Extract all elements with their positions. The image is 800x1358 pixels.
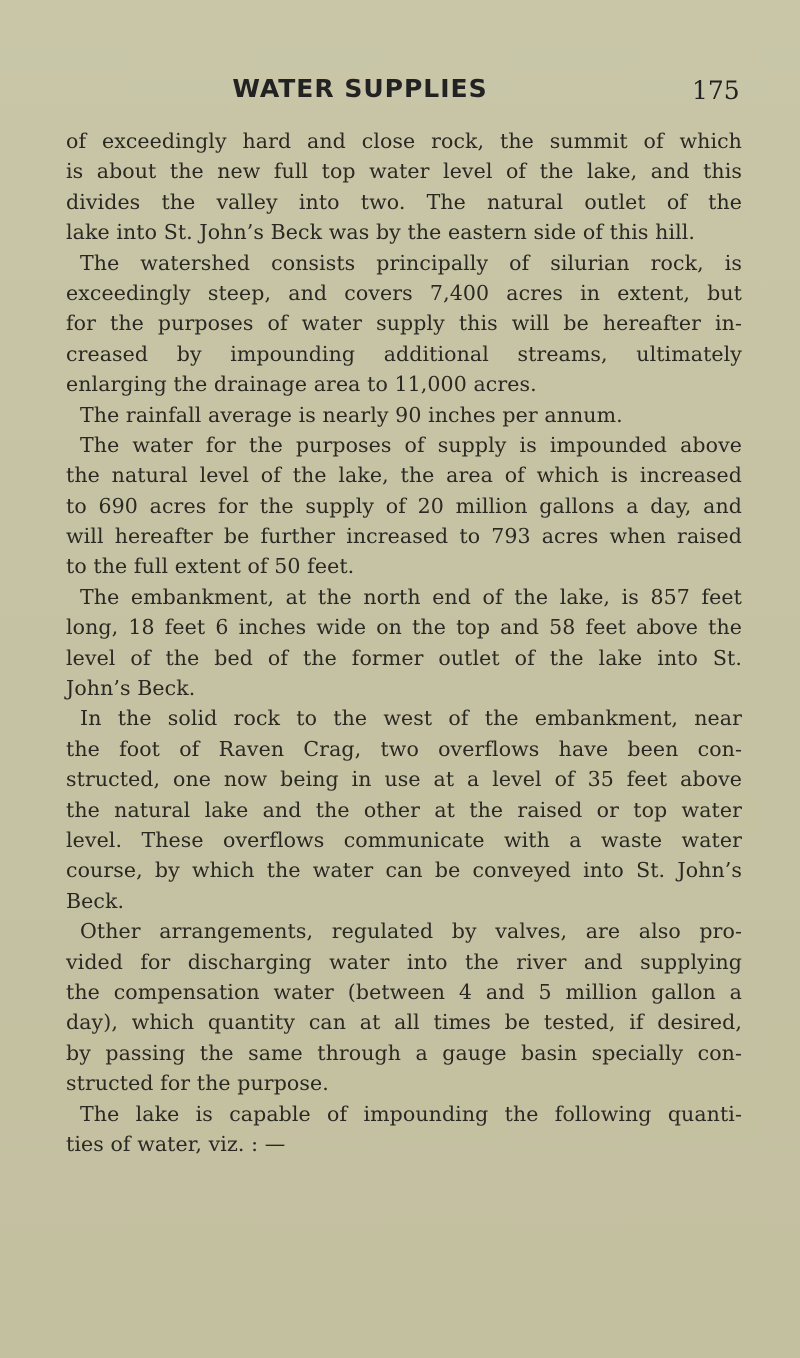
text-line: lake into St. John’s Beck was by the eastern side of this hill. [66,220,696,245]
text-line: level. These overflows communicate with a waste water [66,827,742,852]
text-line: In the solid rock to the west of the embankment, near [80,706,742,731]
text-line: day), which quantity can at all times be tested, if desired, [66,1010,742,1035]
text-line: The water for the purposes of supply is impounded above [80,432,742,457]
text-line: divides the valley into two. The natural outlet of the [66,189,742,214]
text-line: the compensation water (between 4 and 5 million gallon a [66,979,742,1004]
text-line: structed, one now being in use at a level of 35 feet above [66,767,742,792]
body-text [66,126,742,1159]
text-line: structed for the purpose. [66,1071,329,1096]
text-line: for the purposes of water supply this will be hereafter in- [66,311,742,336]
text-line: of exceedingly hard and close rock, the summit of which [66,129,742,153]
text-line: the natural lake and the other at the raised or top water [66,797,742,822]
text-line: the natural level of the lake, the area of which is increased [66,463,742,488]
text-line: the foot of Raven Crag, two overflows have been con- [66,736,742,761]
text-line: to 690 acres for the supply of 20 million gallons a day, and [66,493,742,518]
text-line: by passing the same through a gauge basin specially con- [66,1040,742,1065]
running-title: WATER SUPPLIES [232,74,488,103]
text-line: to the full extent of 50 feet. [66,554,355,579]
text-line: Beck. [66,888,125,913]
text-line: is about the new full top water level of the lake, and this [66,159,742,184]
text-line: The embankment, at the north end of the lake, is 857 feet [80,584,742,609]
text-line: level of the bed of the former outlet of the lake into St. [66,645,742,670]
text-line: will hereafter be further increased to 793 acres when raised [66,524,742,549]
text-line: vided for discharging water into the river and supplying [66,949,742,974]
text-line: John’s Beck. [66,676,196,701]
text-line: ties of water, viz. : — [66,1131,286,1156]
page-number: 175 [692,76,740,105]
text-line: The watershed consists principally of silurian rock, is [80,250,742,275]
page-header [0,74,800,114]
text-line: The lake is capable of impounding the following quanti- [80,1101,742,1126]
text-line: exceedingly steep, and covers 7,400 acres in extent, but [66,280,742,305]
text-line: long, 18 feet 6 inches wide on the top and 58 feet above the [66,615,742,640]
text-line: enlarging the drainage area to 11,000 acres. [66,372,537,397]
text-line: The rainfall average is nearly 90 inches per annum. [80,402,623,427]
text-line: course, by which the water can be conveyed into St. John’s [66,858,742,883]
text-line: creased by impounding additional streams, ultimately [66,341,742,366]
text-line: Other arrangements, regulated by valves, are also pro- [80,919,742,944]
